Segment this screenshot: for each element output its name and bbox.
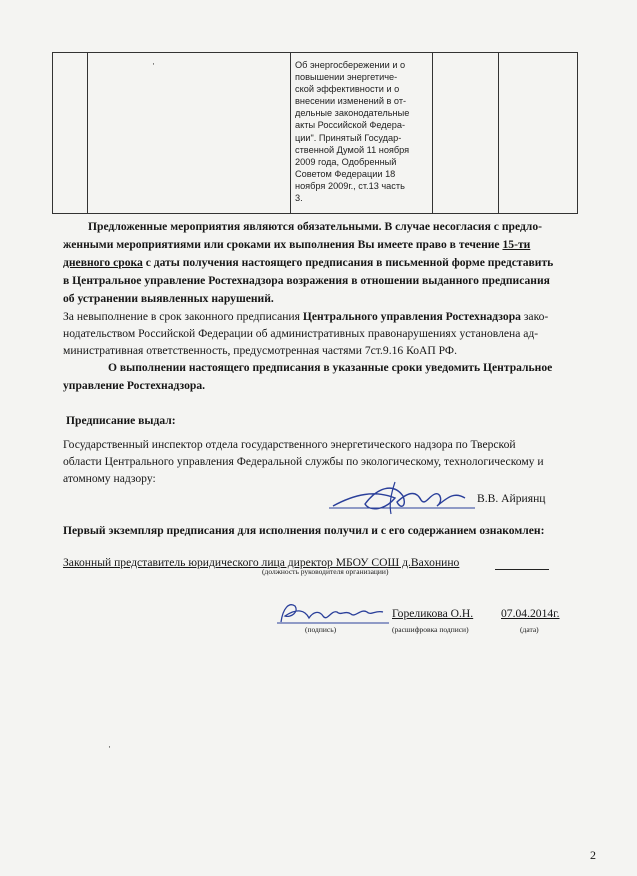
inspector-line-2: области Центрального управления Федеральной службы по экологическому, технологическому и <box>63 455 544 468</box>
notice-line-2: женными мероприятиями или сроками их выполнения Вы имеете право в течение 15-ти <box>63 238 531 251</box>
notify-line-2: управление Ростехнадзора. <box>63 379 206 392</box>
notify-line-1: О выполнении настоящего предписания в указанные сроки уведомить Центральное <box>108 361 553 374</box>
inspector-line-1: Государственный инспектор отдела государственного энергетического надзора по Тверской <box>63 438 516 451</box>
recipient-name: Гореликова О.Н. <box>392 607 474 620</box>
inspector-signature <box>325 476 475 518</box>
notice-line-4: в Центральное управление Ростехнадзора возражения в отношении выданного предписания <box>63 274 550 287</box>
table-fragment: · Об энергосбережении и о повышении энергетиче- ской эффективности и о внесении изменений в от- дельные законодательные акты Российской Федера- ции". Принятый Государ- ственной Думой 11 ноября 2009 года, Одобренный Советом Федерации 18 ноября 2009г., ст.13 часть 3. <box>52 52 578 214</box>
document-page: · Об энергосбережении и о повышении энергетиче- ской эффективности и о внесении изменений в от- дельные законодательные акты Российской Федера- ции". Принятый Государ- ственной Думой 11 ноября 2009 года, Одобренный Советом Федерации 18 ноября 2009г., ст.13 часть 3. Предложенные мероприятия являются обязательными. В случае несогласия с предло- женными мероприятиями или сроками их выполнения Вы имеете право в течение 15-ти дневного срока с даты получения настоящего предписания в письменной форме представить в Центральное управление Ростехнадзора возражения в отношении выданного предписания об устранении выявленных нарушений. За невыполнение в срок законного предписания Центрального управления Ростехнадзора зако- нодательством Российской Федерации об административных правонарушениях установлена ад- министративная ответственность, предусмотренная частями 7ст.9.16 КоАП РФ. О выполнении настоящего предписания в указанные сроки уведомить Центральное управление Ростехнадзора. Предписание выдал: Государственный инспектор отдела государственного энергетического надзора по Тверской области Центрального управления Федеральной службы по экологическому, технологическому и атомному надзору: В.В. Айриянц Первый экземпляр предписания для исполнения получил и с его содержанием ознакомлен: Законный представитель юридического лица директор МБОУ СОШ д.Вахонино (должность руководителя организации) Гореликова О.Н. 07.04.2014г. (подпись) (расшифровка подписи) (дата) · 2 <box>0 0 637 876</box>
recipient-position: Законный представитель юридического лица директор МБОУ СОШ д.Вахонино <box>63 556 460 569</box>
liability-line-1: За невыполнение в срок законного предписания Центрального управления Ростехнадзора зако- <box>63 310 549 323</box>
recipient-date: 07.04.2014г. <box>501 607 560 620</box>
liability-line-2: нодательством Российской Федерации об административных правонарушениях установлена ад- <box>63 327 539 340</box>
inspector-line-3: атомному надзору: <box>63 472 156 485</box>
signature-caption: (подпись) <box>305 625 337 634</box>
date-caption: (дата) <box>520 625 539 634</box>
name-caption: (расшифровка подписи) <box>392 625 469 634</box>
inspector-name: В.В. Айриянц <box>477 492 546 505</box>
received-heading: Первый экземпляр предписания для исполнения получил и с его содержанием ознакомлен: <box>63 524 545 537</box>
issued-heading: Предписание выдал: <box>66 414 176 427</box>
page-number: 2 <box>590 848 596 862</box>
notice-line-1: Предложенные мероприятия являются обязательными. В случае несогласия с предло- <box>88 220 542 233</box>
position-caption: (должность руководителя организации) <box>262 567 389 576</box>
liability-line-3: министративная ответственность, предусмотренная частями 7ст.9.16 КоАП РФ. <box>63 344 457 357</box>
notice-line-3: дневного срока с даты получения настоящего предписания в письменной форме представить <box>63 256 554 269</box>
notice-line-5: об устранении выявленных нарушений. <box>63 292 274 305</box>
table-cell-text: Об энергосбережении и о повышении энергетиче- ской эффективности и о внесении изменений в от- дельные законодательные акты Российской Федера- ции". Принятый Государ- ственной Думой 11 ноября 2009 года, Одобренный Советом Федерации 18 ноября 2009г., ст.13 часть 3. <box>295 60 410 204</box>
